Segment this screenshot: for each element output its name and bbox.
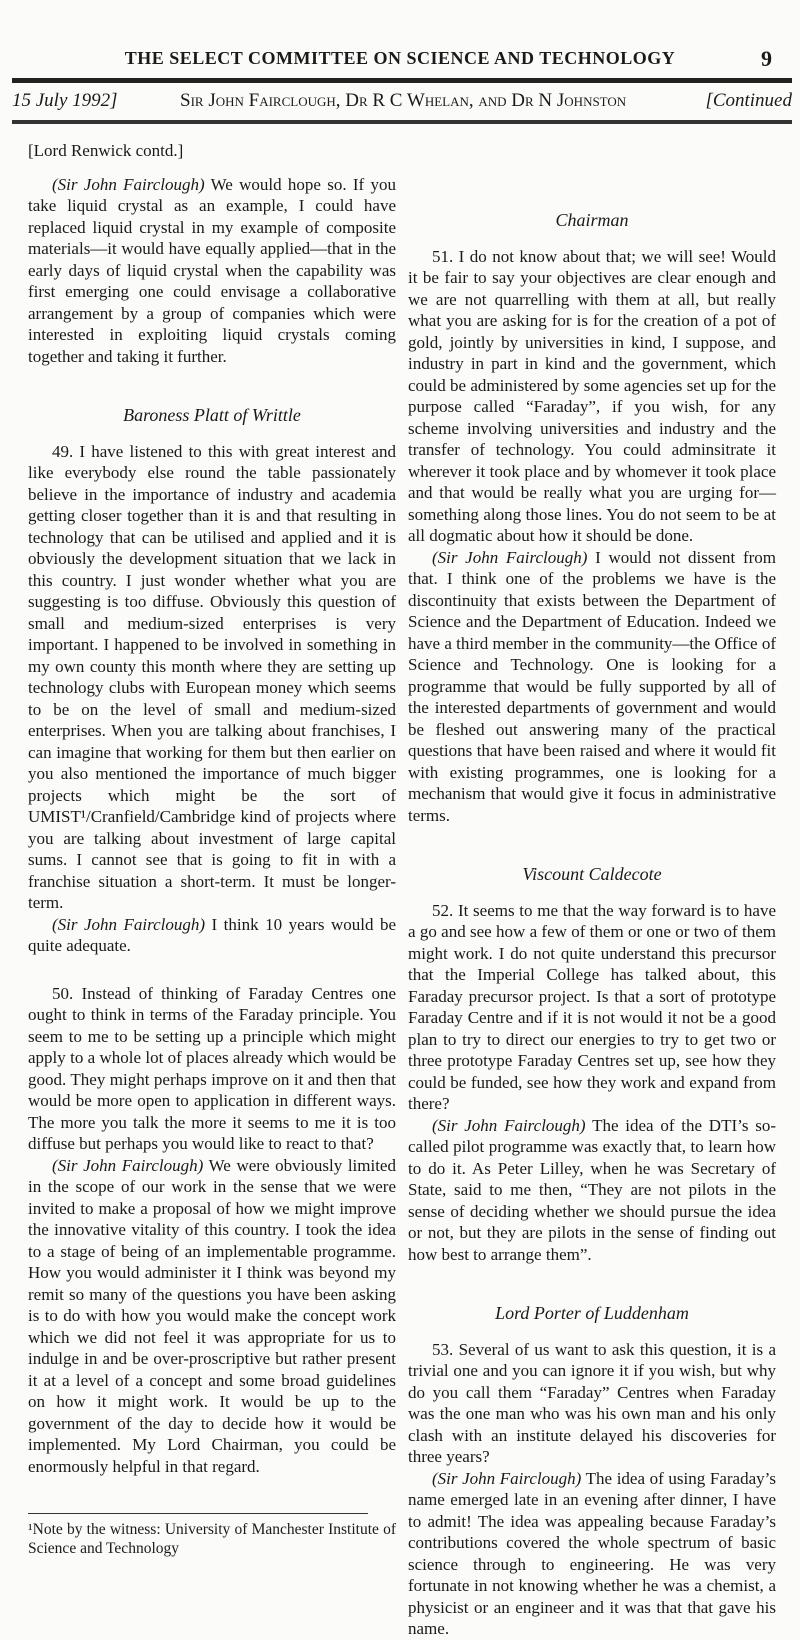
witness-names: Sir John Fairclough, Dr R C Whelan, and Dr N Johnston	[180, 90, 627, 111]
page-number: 9	[761, 46, 772, 71]
speaker-heading: Chairman	[555, 210, 629, 230]
speaker-tag: (Sir John Fairclough)	[52, 1155, 204, 1175]
answer-paragraph	[28, 914, 396, 957]
speaker-heading: Viscount Caldecote	[522, 864, 662, 884]
right-column	[408, 210, 776, 1640]
question-52: 52. It seems to me that the way forward is to have a go and see how a few of them or one or two of them might work. I do not quite understand this precursor that the Imperial College has talked about, this Faraday precursor project. Is that a sort of prototype Faraday Centre and if it is not would it not be a good plan to try to direct our energies to try to get two or three prototype Faraday Centres set up, see how they could be funded, see how they work and expand from there?	[408, 900, 776, 1113]
answer-paragraph	[28, 174, 396, 368]
speaker-tag: (Sir John Fairclough)	[52, 174, 205, 194]
left-column	[28, 140, 396, 1558]
header-meta-line	[12, 90, 792, 116]
hearing-date: 15 July 1992]	[12, 90, 118, 111]
speaker-heading: Lord Porter of Luddenham	[495, 1303, 689, 1323]
answer-text: I would not dissent from that. I think one of the problems we have is the discontinuity that exists between the Department of Science and the Department of Education. Indeed we have a third member in the community—the Office of Science and Technology. One is looking for a programme that would be fully supported by all of the interested departments of government and would be fleshed out answering many of the practical questions that have been raised and where it would fit with existing programmes, one is looking for a mechanism that would give it focus in administrative terms.	[408, 547, 776, 825]
footnote-rule	[28, 1513, 368, 1514]
answer-text: We were obviously limited in the scope of our work in the sense that we were invited to make a proposal of how we might improve the innovative vitality of this country. I took the idea to a stage of being of an implementable programme. How you would administer it I think was beyond my remit so many of the questions you have been asking is to do with how you would make the concept work which we did not feel it was appropriate for us to indulge in and be over-proscriptive but rather present it at a level of a concept and some broad guidelines on how it might work. It would be up to the government of the day to decide how it would be implemented. My Lord Chairman, you could be enormously helpful in that regard.	[28, 1155, 396, 1476]
continued-label: [Continued	[705, 90, 792, 111]
header-rule-top	[12, 78, 792, 83]
running-head: THE SELECT COMMITTEE ON SCIENCE AND TECHNOLOGY	[124, 48, 676, 68]
answer-paragraph	[408, 1468, 776, 1640]
answer-paragraph	[408, 1115, 776, 1266]
speaker-tag: (Sir John Fairclough)	[432, 1115, 586, 1135]
speaker-tag: (Sir John Fairclough)	[52, 914, 206, 934]
answer-text: We would hope so. If you take liquid crystal as an example, I could have replaced liquid crystal in my example of composite materials—it would have equally applied—that in the early days of liquid crystal when the capability was first emerging one could envisage a collaborative arrangement by a group of companies which were interested in exploiting liquid crystals coming together and taking it further.	[28, 174, 396, 366]
question-51: 51. I do not know about that; we will see! Would it be fair to say your objectives are clear enough and we are not quarrelling with them at all, but really what you are asking for is for the creation of a pot of gold, jointly by universities in kind, I suppose, and industry in part in kind and the government, which could be administered by some agencies set up for the purpose called “Faraday”, if you wish, for any scheme involving universities and industry and the transfer of technology. You could adminsitrate it wherever it took place and by whomever it took place and that would be really what you are urging for—something along those lines. You do not seem to be at all dogmatic about how it should be done.	[408, 246, 776, 545]
contd-label: [Lord Renwick contd.]	[28, 141, 184, 160]
footnote: ¹Note by the witness: University of Manchester Institute of Science and Technology	[28, 1521, 396, 1557]
answer-text: The idea of the DTI’s so-called pilot programme was exactly that, to learn how to do it. As Peter Lilley, when he was Secretary of State, said to me then, “They are not pilots in the sense of deciding whether we should pursue the idea or not, but they are pilots in the sense of finding out how best to arrange them”.	[408, 1115, 776, 1264]
speaker-tag: (Sir John Fairclough)	[432, 1468, 582, 1488]
answer-text: The idea of using Faraday’s name emerged late in an evening after dinner, I have to admit! The idea was appealing because Faraday’s contributions covered the whole spectrum of basic science through to engineering. He was very fortunate in not knowing whether he was a chemist, a physicist or an engineer and it was that that gave his name.	[408, 1468, 776, 1638]
question-50: 50. Instead of thinking of Faraday Centres one ought to think in terms of the Faraday principle. You seem to me to be setting up a principle which might apply to a whole lot of places already which would be good. They might perhaps improve on it and then that would be more open to application in different ways. The more you talk the more it seems to me it is too diffuse but perhaps you would like to react to that?	[28, 983, 396, 1153]
header-rule-bottom	[12, 120, 792, 124]
answer-paragraph	[408, 547, 776, 827]
answer-text: I think 10 years would be quite adequate.	[28, 914, 396, 955]
speaker-heading: Baroness Platt of Writtle	[123, 405, 301, 425]
speaker-tag: (Sir John Fairclough)	[432, 547, 588, 567]
question-49: 49. I have listened to this with great interest and like everybody else round the table passionately believe in the importance of industry and academia getting closer together than it is and that resulting in technology that can be utilised and applied and it is obviously the development situation that we lack in this country. I just wonder whether what you are suggesting is too diffuse. Obviously this question of small and medium-sized enterprises is very important. I happened to be involved in something in my own county this month where they are setting up technology clubs with European money which seems to be on the level of small and medium-sized enterprises. When you are talking about franchises, I can imagine that working for them but then earlier on you also mentioned the importance of much bigger projects which might be the sort of UMIST¹/Cranfield/Cambridge kind of projects where you are talking about investment of large capital sums. I cannot see that is going to fit in with a franchise situation a short-term. It must be longer-term.	[28, 441, 396, 912]
question-53: 53. Several of us want to ask this question, it is a trivial one and you can ignore it if you wish, but why do you call them “Faraday” Centres when Faraday was the one man who was his own man and his only clash with an institute delayed his discoveries for three years?	[408, 1339, 776, 1466]
answer-paragraph	[28, 1155, 396, 1478]
